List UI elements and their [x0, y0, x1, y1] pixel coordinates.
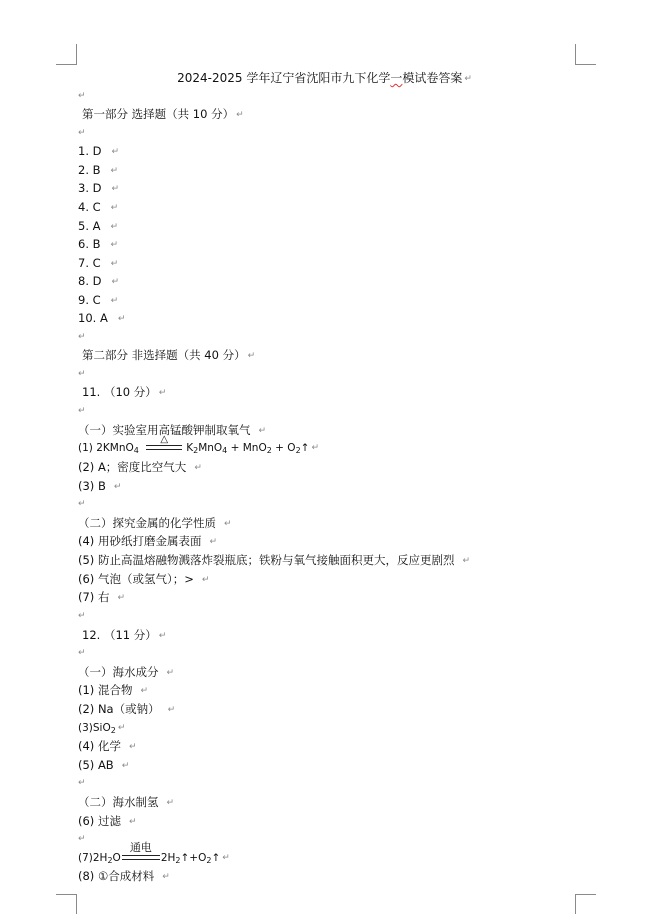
mc-answer: 1. D ↵ [78, 144, 120, 158]
empty-paragraph: ↵ [78, 128, 86, 138]
mc-answer: 2. B ↵ [78, 163, 119, 177]
q12-answer-5: (5) AB ↵ [78, 758, 130, 772]
q12-answer-6: (6) 过滤 ↵ [78, 814, 137, 828]
q12-answer-4: (4) 化学 ↵ [78, 739, 137, 753]
empty-paragraph: ↵ [78, 648, 86, 658]
empty-paragraph: ↵ [78, 611, 86, 621]
corner-mark-bottom-left [56, 894, 77, 914]
mc-answer: 5. A ↵ [78, 219, 119, 233]
mc-answer: 9. C ↵ [78, 293, 119, 307]
mc-answer: 7. C ↵ [78, 256, 119, 270]
empty-paragraph: ↵ [78, 91, 86, 101]
empty-paragraph: ↵ [78, 778, 86, 788]
q11-heading: 11. （10 分） ↵ [82, 385, 167, 399]
empty-paragraph: ↵ [78, 834, 86, 844]
q11-section2-heading: （二）探究金属的化学性质 ↵ [78, 516, 232, 530]
mc-answer: 3. D ↵ [78, 181, 120, 195]
q12-answer-1: (1) 混合物 ↵ [78, 683, 148, 697]
q12-section1-heading: （一）海水成分 ↵ [78, 665, 175, 679]
part2-heading: 第二部分 非选择题（共 40 分） ↵ [82, 348, 256, 362]
reaction-arrow [146, 434, 182, 451]
heat-symbol: △ [160, 434, 169, 445]
mc-answer: 8. D ↵ [78, 274, 120, 288]
electrolysis-label: 通电 [129, 841, 152, 854]
document-title: 2024-2025 学年辽宁省沈阳市九下化学一模试卷答案 ↵ [177, 71, 472, 85]
q12-answer-8: (8) ①合成材料 ↵ [78, 869, 170, 883]
corner-mark-top-left [56, 44, 77, 65]
q11-answer-4: (4) 用砂纸打磨金属表面 ↵ [78, 534, 217, 548]
empty-paragraph: ↵ [78, 406, 86, 416]
mc-answer: 6. B ↵ [78, 237, 119, 251]
q12-answer-7-equation: $(7)2H_2O$ 通电 $2H_2↑+O_2↑$ ↵ [78, 841, 230, 865]
mc-answer: 10. A ↵ [78, 311, 126, 325]
q11-answer-7: (7) 右 ↵ [78, 590, 125, 604]
mc-answer: 4. C ↵ [78, 200, 119, 214]
empty-paragraph: ↵ [78, 369, 86, 379]
q11-answer-5: (5) 防止高温熔融物溅落炸裂瓶底；铁粉与氧气接触面积更大，反应更剧烈 ↵ [78, 553, 470, 567]
q12-heading: 12. （11 分） ↵ [82, 628, 167, 642]
q12-answer-3: (3)SiO$_2$ ↵ [78, 722, 126, 735]
q11-answer-1-equation: (1) 2KMnO$_4$ △ $K_2MnO_4 + MnO_2$ + $O_2↑$ ↵ [78, 434, 320, 455]
spellcheck-squiggle: 一 [390, 71, 403, 85]
part1-heading: 第一部分 选择题（共 10 分） ↵ [82, 107, 244, 121]
q11-answer-6: (6) 气泡（或氢气）；> ↵ [78, 572, 210, 586]
empty-paragraph: ↵ [78, 499, 86, 509]
reaction-arrow [122, 841, 160, 861]
empty-paragraph: ↵ [78, 332, 86, 342]
q12-answer-2: (2) Na（或钠） ↵ [78, 702, 176, 716]
corner-mark-top-right [575, 44, 596, 65]
q12-section2-heading: （二）海水制氢 ↵ [78, 795, 175, 809]
q11-answer-2: (2) A；密度比空气大 ↵ [78, 460, 202, 474]
corner-mark-bottom-right [575, 894, 596, 914]
q11-answer-3: (3) B ↵ [78, 479, 122, 493]
q11-section1-heading: （一）实验室用高锰酸钾制取氧气 ↵ [78, 423, 267, 437]
